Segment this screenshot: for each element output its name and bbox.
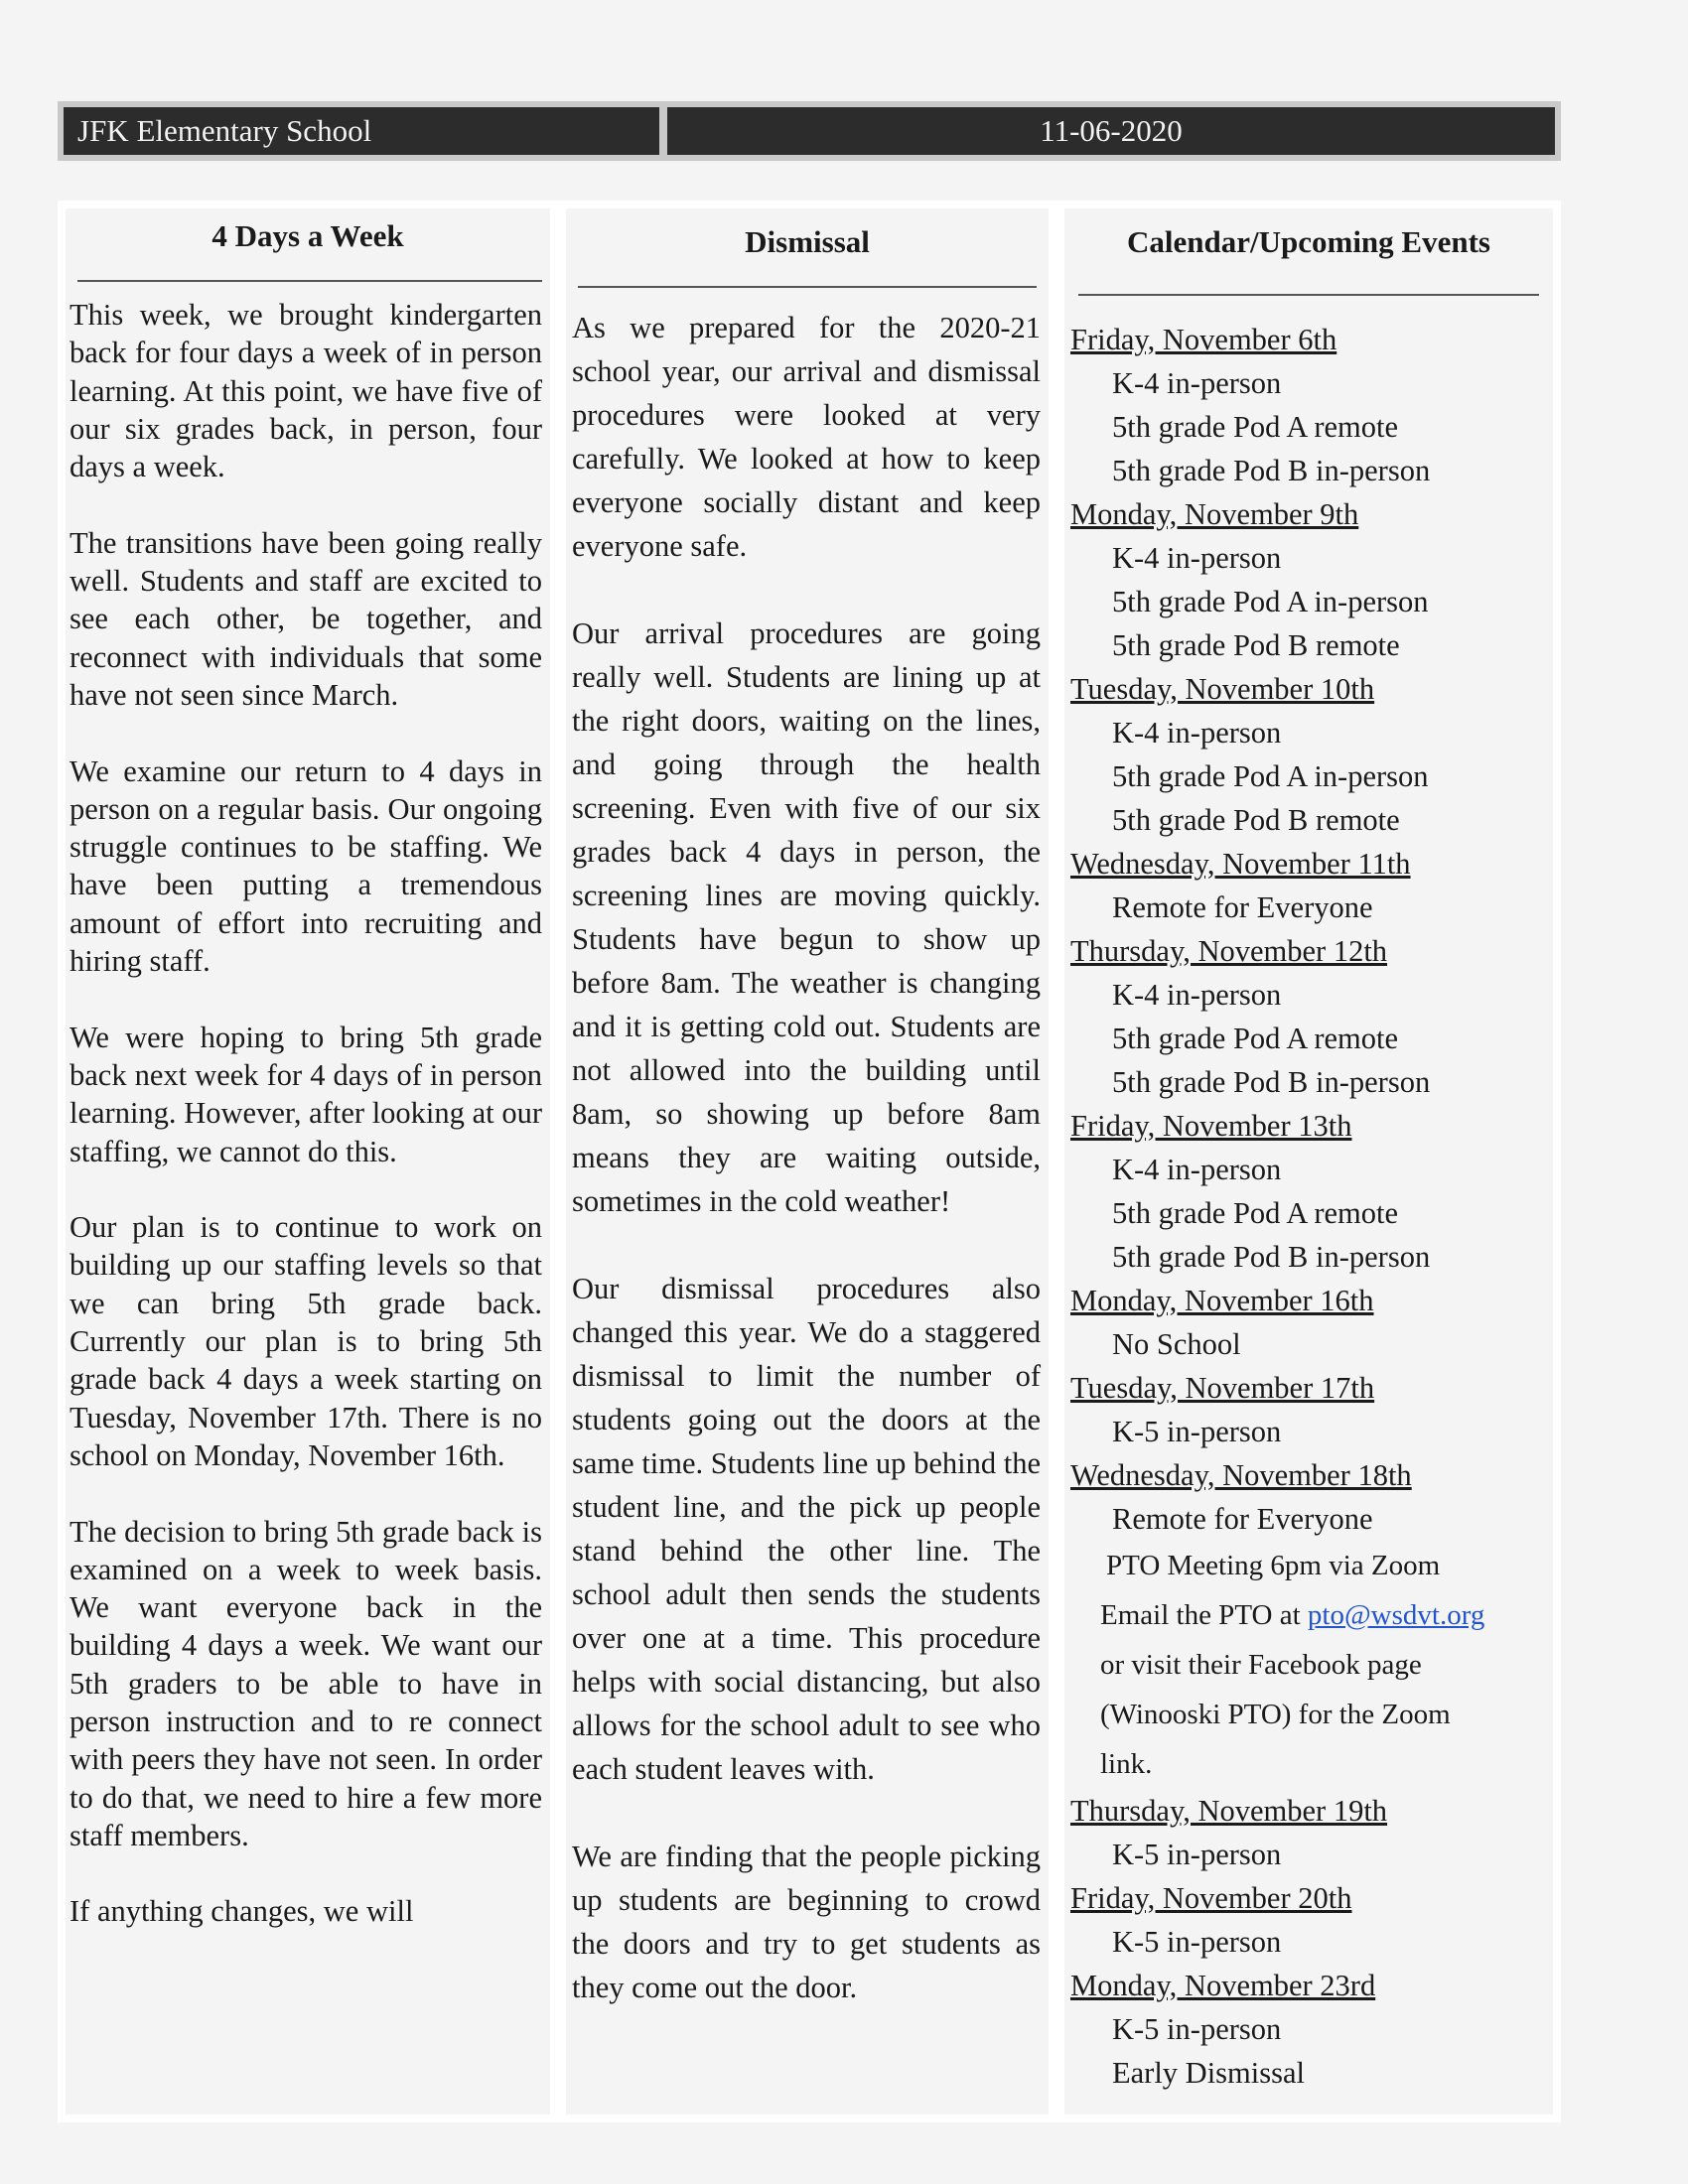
newsletter-date: 11-06-2020 (667, 107, 1555, 155)
day-label: Friday, November 20th (1070, 1881, 1352, 1915)
calendar-day (1070, 842, 1553, 929)
event-item: 5th grade Pod B remote (1112, 628, 1400, 662)
pto-line: (Winooski PTO) for the Zoom (1100, 1699, 1451, 1730)
paragraph: The decision to bring 5th grade back is examined on a week to week basis. We want everyone back in the building 4 days a week. We want our 5th graders to be able to have in person instruction and to re connect with peers they have not seen. In order to do that, we need to hire a few more staff members. (70, 1514, 542, 1852)
event-item: K-5 in-person (1112, 2012, 1282, 2046)
calendar-day (1070, 1453, 1553, 1541)
event-item: 5th grade Pod A in-person (1112, 585, 1429, 618)
calendar-day (1070, 1366, 1553, 1453)
pto-email-line (1070, 1590, 1553, 1640)
event-item: 5th grade Pod A remote (1112, 410, 1399, 444)
event-item: K-4 in-person (1112, 541, 1282, 575)
paragraph: If anything changes, we will (70, 1894, 414, 1929)
paragraph: Our plan is to continue to work on building up our staffing levels so that we can bring 5th grade back. Currently our plan is to bring 5th grade back 4 days a week starting on Tuesday, November 17th. There is no school on Monday, November 16th. (70, 1210, 542, 1472)
column-body (66, 296, 550, 1931)
calendar-day (1070, 318, 1553, 492)
pto-notice (1070, 1541, 1553, 1789)
calendar-list (1064, 318, 1553, 2095)
event-item: 5th grade Pod B in-person (1112, 454, 1431, 487)
event-item: 5th grade Pod A remote (1112, 1196, 1399, 1230)
column-calendar (1056, 201, 1561, 2122)
pto-line: link. (1100, 1748, 1153, 1780)
calendar-day (1070, 1789, 1553, 1876)
event-item: Remote for Everyone (1112, 1502, 1373, 1536)
day-label: Monday, November 23rd (1070, 1969, 1376, 2002)
event-item: K-5 in-person (1112, 1925, 1282, 1959)
day-label: Friday, November 13th (1070, 1109, 1352, 1143)
column-title: Calendar/Upcoming Events (1127, 224, 1490, 259)
pto-email-link[interactable]: pto@wsdvt.org (1307, 1599, 1485, 1631)
day-label: Thursday, November 12th (1070, 934, 1388, 968)
paragraph: Our dismissal procedures also changed this year. We do a staggered dismissal to limit the number of students going out the doors at the same time. Students line up behind the student line, and the pick up people stand behind the other line. The school adult then sends the students over one at a time. This procedure helps with social distancing, but also allows for the school adult to see who each student leaves with. (572, 1272, 1041, 1786)
calendar-day (1070, 1876, 1553, 1964)
column-four-days (58, 201, 558, 2122)
day-label: Tuesday, November 17th (1070, 1371, 1375, 1405)
event-item: K-5 in-person (1112, 1415, 1282, 1448)
school-name: JFK Elementary School (64, 107, 659, 155)
newsletter-header (58, 101, 1561, 161)
event-item: No School (1112, 1327, 1241, 1361)
day-label: Monday, November 16th (1070, 1284, 1374, 1317)
event-item: 5th grade Pod A in-person (1112, 759, 1429, 793)
paragraph: We are finding that the people picking up students are beginning to crowd the doors and try to get students as they come out the door. (572, 1840, 1041, 2004)
day-label: Thursday, November 19th (1070, 1794, 1388, 1828)
pto-line: or visit their Facebook page (1100, 1649, 1422, 1681)
paragraph: This week, we brought kindergarten back for four days a week of in person learning. At this point, we have five of our six grades back, in person, four days a week. (70, 298, 542, 484)
event-item: 5th grade Pod B remote (1112, 803, 1400, 837)
calendar-day (1070, 1279, 1553, 1366)
column-title: Dismissal (745, 224, 870, 259)
day-label: Friday, November 6th (1070, 323, 1337, 356)
calendar-day (1070, 929, 1553, 1104)
calendar-day (1070, 1104, 1553, 1279)
calendar-day (1070, 1964, 1553, 2095)
event-item: K-4 in-person (1112, 366, 1282, 400)
pto-email-prefix: Email the PTO at (1100, 1599, 1308, 1631)
event-item: K-4 in-person (1112, 716, 1282, 750)
event-item: K-4 in-person (1112, 978, 1282, 1012)
event-item: K-5 in-person (1112, 1838, 1282, 1871)
paragraph: We examine our return to 4 days in person on a regular basis. Our ongoing struggle continues to be staffing. We have been putting a tremendous amount of effort into recruiting and hiring staff. (70, 753, 542, 979)
calendar-day (1070, 492, 1553, 667)
column-body (566, 306, 1049, 2009)
event-item: K-4 in-person (1112, 1153, 1282, 1186)
event-item: 5th grade Pod B in-person (1112, 1240, 1431, 1274)
event-item: 5th grade Pod B in-person (1112, 1065, 1431, 1099)
column-dismissal (558, 201, 1056, 2122)
event-item: Remote for Everyone (1112, 890, 1373, 924)
paragraph: The transitions have been going really well. Students and staff are excited to see each other, be together, and reconnect with individuals that some have not seen since March. (70, 525, 542, 712)
day-label: Tuesday, November 10th (1070, 672, 1375, 706)
paragraph: Our arrival procedures are going really well. Students are lining up at the right doors, waiting on the lines, and going through the health screening. Even with five of our six grades back 4 days in person, the screening lines are moving quickly. Students have begun to show up before 8am. The weather is changing and it is getting cold out. Students are not allowed into the building until 8am, so showing up before 8am means they are waiting outside, sometimes in the cold weather! (572, 616, 1041, 1218)
calendar-day (1070, 667, 1553, 842)
day-label: Wednesday, November 11th (1070, 847, 1411, 881)
day-label: Wednesday, November 18th (1070, 1458, 1412, 1492)
title-divider (578, 286, 1037, 288)
title-divider (77, 280, 542, 282)
day-label: Monday, November 9th (1070, 497, 1359, 531)
event-item: 5th grade Pod A remote (1112, 1022, 1399, 1055)
paragraph: We were hoping to bring 5th grade back next week for 4 days of in person learning. However, after looking at our staffing, we cannot do this. (70, 1020, 542, 1168)
paragraph: As we prepared for the 2020-21 school year, our arrival and dismissal procedures were looked at very carefully. We looked at how to keep everyone socially distant and keep everyone safe. (572, 311, 1041, 563)
title-divider (1078, 294, 1539, 296)
event-item: Early Dismissal (1112, 2056, 1305, 2090)
pto-meeting: PTO Meeting 6pm via Zoom (1106, 1550, 1441, 1581)
column-title: 4 Days a Week (211, 218, 404, 253)
